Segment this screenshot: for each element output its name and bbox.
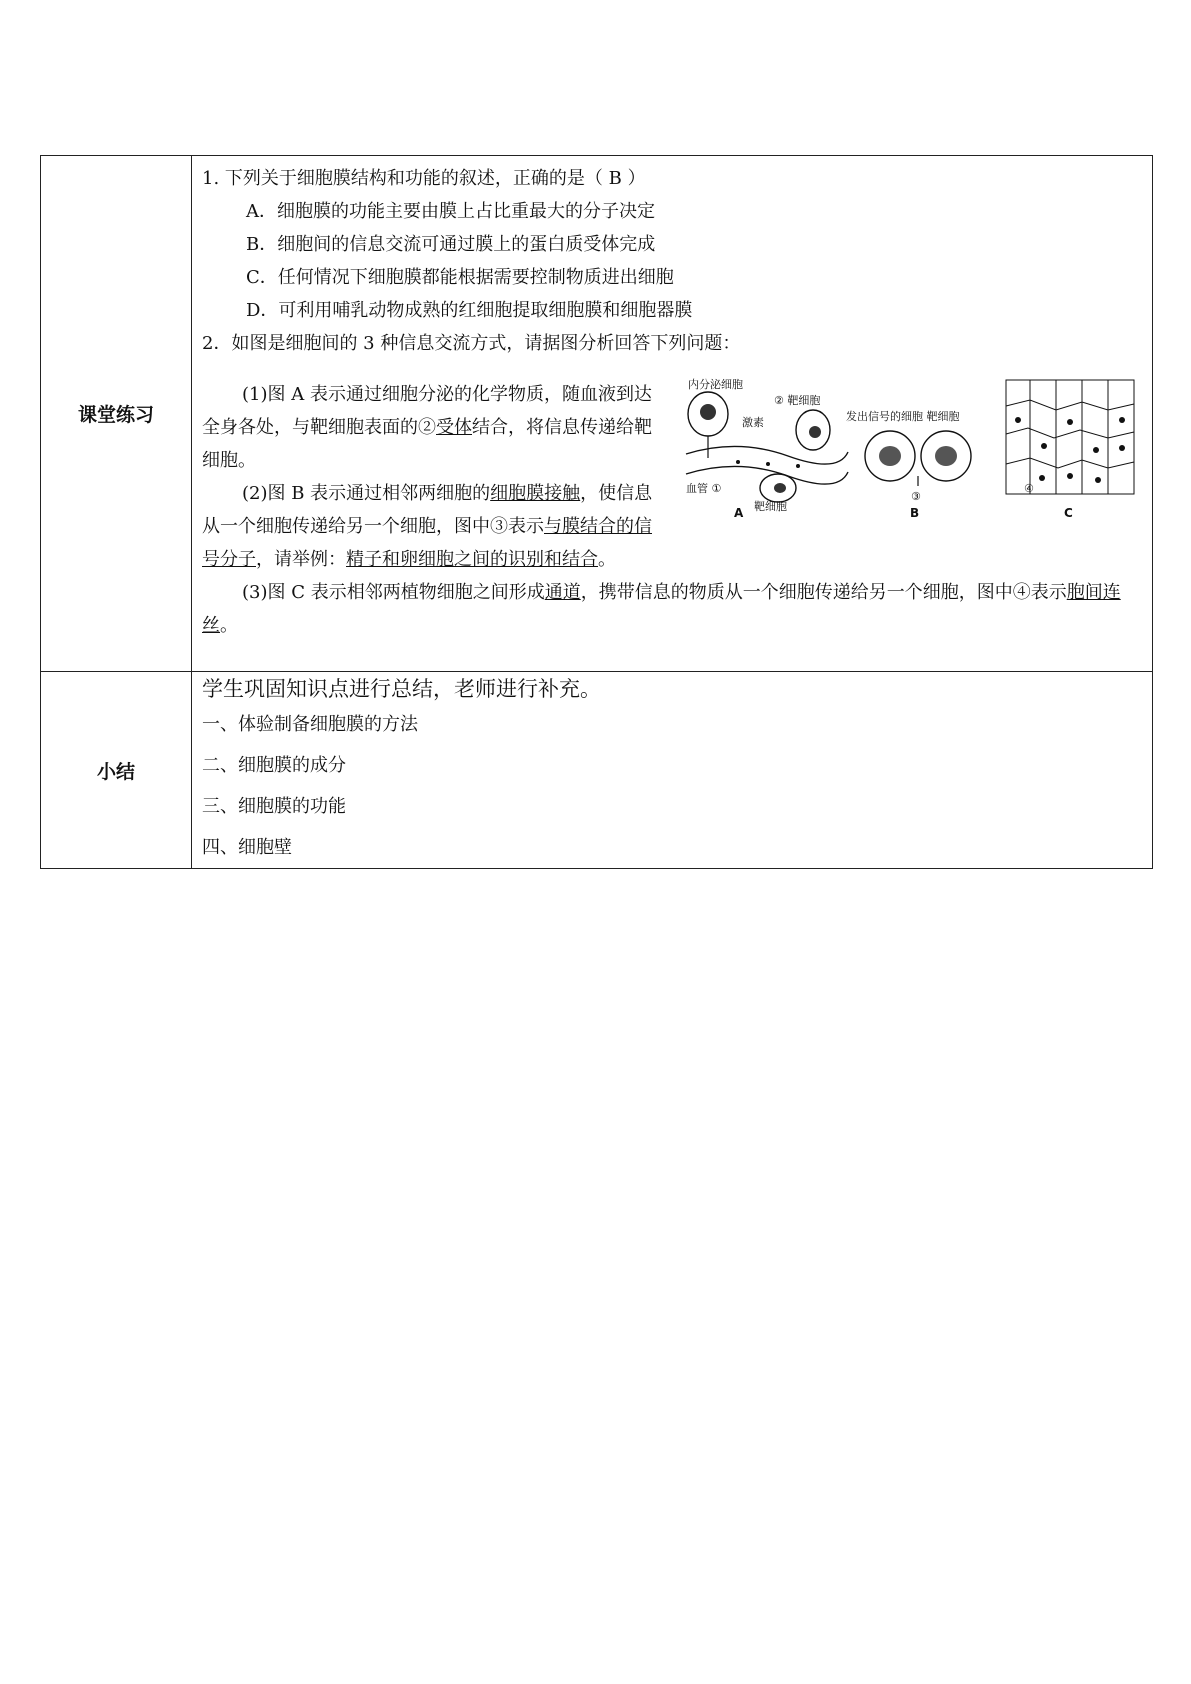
summary-item: 二、细胞膜的成分 <box>202 755 346 776</box>
fig-c-mark: ④ <box>1024 482 1034 495</box>
option-a: A．细胞膜的功能主要由膜上占比重最大的分子决定 <box>246 201 655 222</box>
blank-receptor: 受体 <box>436 417 472 438</box>
summary-label: 小结 <box>41 672 192 869</box>
answer-paragraph-1: (1)图 A 表示通过细胞分泌的化学物质，随血液到达全身各处，与靶细胞表面的②受体结合，将信息传递给靶细胞。 <box>202 384 652 471</box>
lesson-table <box>40 155 1153 869</box>
blank-membrane-contact: 细胞膜接触 <box>490 483 581 504</box>
summary-item: 一、体验制备细胞膜的方法 <box>202 714 418 735</box>
option-c: C．任何情况下细胞膜都能根据需要控制物质进出细胞 <box>246 267 674 288</box>
blank-plasmodesmata: 胞间连丝 <box>202 582 1121 636</box>
option-b: B．细胞间的信息交流可通过膜上的蛋白质受体完成 <box>246 234 656 255</box>
blank-channel: 通道 <box>544 582 581 603</box>
panel-a-illustration <box>686 377 848 518</box>
summary-item: 三、细胞膜的功能 <box>202 796 346 817</box>
answer-paragraph-3: (3)图 C 表示相邻两植物细胞之间形成通道，携带信息的物质从一个细胞传递给另一个细胞，图中④表示胞间连丝。 <box>202 582 1121 636</box>
question-2-stem: 2．如图是细胞间的 3 种信息交流方式，请据图分析回答下列问题： <box>202 333 741 354</box>
fig-label-a: A <box>734 506 744 518</box>
fig-a-target-bottom-label: 靶细胞 <box>754 500 787 513</box>
panel-c-illustration <box>1006 380 1134 518</box>
practice-row <box>41 156 1153 672</box>
answer-paragraph-2: (2)图 B 表示通过相邻两细胞的细胞膜接触，使信息从一个细胞传递给另一个细胞，图中③表示与膜结合的信号分子，请举例：精子和卵细胞之间的识别和结合。 <box>202 483 653 570</box>
practice-content <box>192 156 1153 672</box>
fig-a-hormone-label: 激素 <box>742 416 764 429</box>
fig-label-b: B <box>910 506 920 518</box>
summary-row <box>41 672 1153 869</box>
fig-a-secretory-label: 内分泌细胞 <box>688 378 743 391</box>
summary-content <box>192 672 1153 869</box>
fig-a-vessel-label: 血管 ① <box>686 482 722 495</box>
cell-signaling-figure <box>678 376 1140 518</box>
summary-heading: 学生巩固知识点进行总结，老师进行补充。 <box>202 677 601 701</box>
blank-signal-molecule: 与膜结合的信号分子 <box>202 516 652 570</box>
practice-label: 课堂练习 <box>41 156 192 672</box>
fig-b-caption: 发出信号的细胞 靶细胞 <box>846 410 960 423</box>
option-d: D．可利用哺乳动物成熟的红细胞提取细胞膜和细胞器膜 <box>246 300 693 321</box>
fig-a-target-top-label: ② 靶细胞 <box>774 394 821 407</box>
fig-b-mark: ③ <box>911 490 921 503</box>
summary-item: 四、细胞壁 <box>202 837 292 858</box>
panel-b-illustration <box>846 409 971 518</box>
fig-label-c: C <box>1064 506 1073 518</box>
blank-example: 精子和卵细胞之间的识别和结合 <box>346 549 598 570</box>
question-1-stem: 1. 下列关于细胞膜结构和功能的叙述，正确的是（ B ） <box>202 168 646 189</box>
